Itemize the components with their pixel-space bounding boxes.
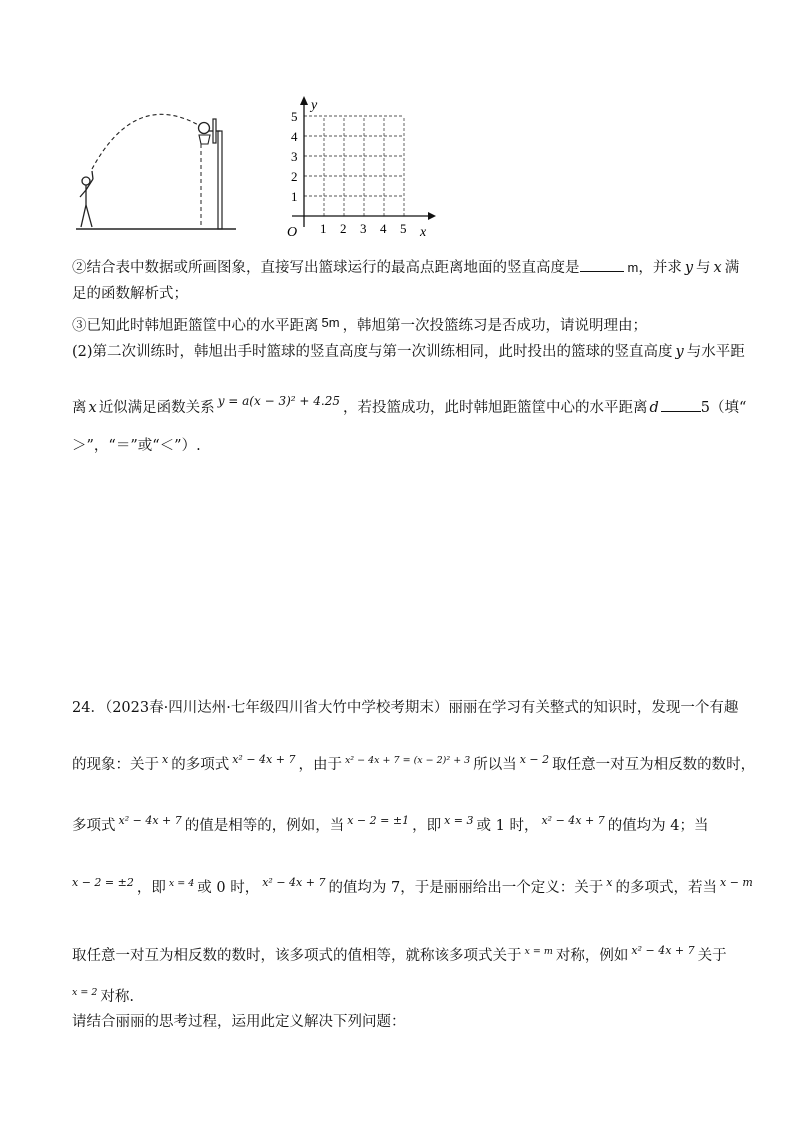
ball — [199, 123, 210, 134]
q24-line2: 的现象：关于 x 的多项式 x² − 4x + 7 ，由于 x² − 4x + 7 = (x − 2)² + 3 所以当 x − 2 取任意一对互为相反数的数时， — [72, 753, 756, 773]
backboard — [213, 119, 216, 143]
q24-line3: 多项式 x² − 4x + 7 的值是相等的，例如，当 x − 2 = ±1 ，即 x = 3 或 1 时， x² − 4x + 7 的值均为 4；当 — [72, 814, 709, 834]
q24-line5: 取任意一对互为相反数的数时，该多项式的值相等，就称该多项式关于 x = m 对称，例如 x² − 4x + 7 关于 — [72, 944, 727, 964]
q23-part3-line: ③已知此时韩旭距篮筐中心的水平距离 5m ，韩旭第一次投篮练习是否成功，请说明理由； — [72, 315, 648, 334]
y-axis-label: y — [311, 98, 318, 113]
hoop-net — [199, 135, 210, 144]
origin-label: O — [287, 225, 298, 240]
x-tick-label: 5 — [400, 221, 407, 236]
q23-q2-line3: ＞”，“＝”或“＜”）. — [72, 438, 201, 454]
q23-q2-line1: (2)第二次训练时，韩旭出手时篮球的竖直高度与第一次训练相同，此时投出的篮球的竖直高度 y 与水平距 — [72, 344, 745, 360]
x-axis-arrow — [428, 212, 436, 220]
basketball-shot-figure — [76, 93, 256, 238]
y-tick-label: 2 — [291, 169, 298, 184]
x-tick-label: 3 — [360, 221, 367, 236]
formula-quadratic: y = a(x − 3)² + 4.25 — [217, 394, 340, 408]
x-tick-label: 4 — [380, 221, 387, 236]
y-tick-label: 3 — [291, 149, 298, 164]
y-tick-label: 5 — [291, 109, 298, 124]
q24-line7: 请结合丽丽的思考过程，运用此定义解决下列问题： — [72, 1014, 406, 1030]
y-tick-label: 4 — [291, 129, 298, 144]
q24-line4: x − 2 = ±2 ，即 x = 4 或 0 时， x² − 4x + 7 的值均为 7，于是丽丽给出一个定义：关于 x 的多项式，若当 x − m — [72, 876, 753, 896]
q23-part2-line2: 足的函数解析式； — [72, 286, 188, 302]
x-tick-label: 1 — [320, 221, 327, 236]
x-tick-label: 2 — [340, 221, 347, 236]
answer-blank-comparison[interactable] — [661, 396, 701, 412]
hoop-pole — [218, 131, 222, 229]
answer-blank-height[interactable] — [580, 256, 624, 272]
y-tick-label: 1 — [291, 189, 298, 204]
x-axis-label: x — [420, 225, 427, 240]
q24-line1: 24．（2023春·四川达州·七年级四川省大竹中学校考期末）丽丽在学习有关整式的知识时，发现一个有趣 — [72, 700, 739, 716]
q24-line6: x = 2 对称. — [72, 987, 135, 1005]
player-head — [82, 177, 90, 185]
y-axis-arrow — [300, 96, 308, 105]
ball-trajectory — [92, 114, 202, 169]
coordinate-grid-figure — [278, 93, 438, 243]
q23-part2-line1: ②结合表中数据或所画图象，直接写出篮球运行的最高点距离地面的竖直高度是 m，并求 y 与 x 满 — [72, 256, 739, 278]
q23-q2-line2: 离 x 近似满足函数关系 y = a(x − 3)² + 4.25 ，若投篮成功，此时韩旭距篮筐中心的水平距离 d 5（填“ — [72, 391, 746, 418]
